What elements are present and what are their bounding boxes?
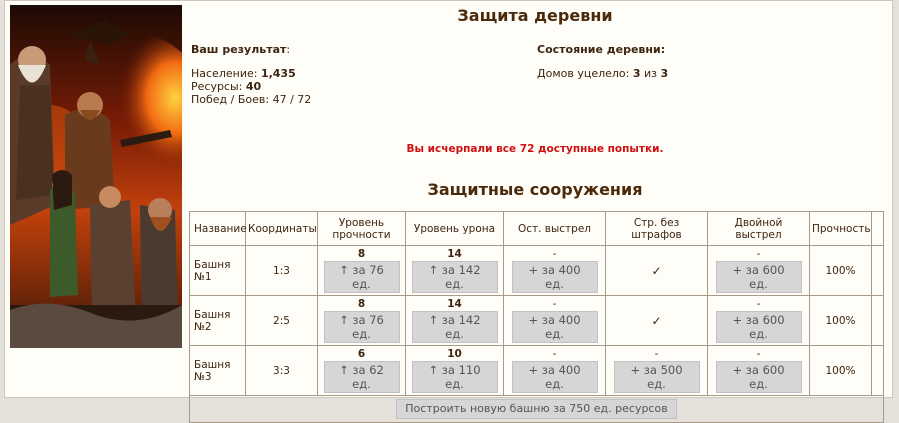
- stop-shot-value: -: [552, 248, 557, 260]
- damage-level: 10: [447, 348, 462, 360]
- double-shot-cell: [708, 346, 810, 396]
- attempts-warning: Вы исчерпали все 72 доступные попытки.: [406, 143, 664, 155]
- table-header-row: [190, 212, 884, 246]
- buy-stop-shot-button[interactable]: + за 400 ед.: [512, 311, 598, 343]
- houses-value: 3: [632, 67, 641, 80]
- double-shot-cell: [708, 296, 810, 346]
- tower-name: Башня №2: [190, 296, 246, 346]
- damage-cell: [406, 246, 504, 296]
- result-stats: [191, 67, 311, 106]
- build-row: [190, 396, 884, 423]
- no-penalty-cell: [606, 246, 708, 296]
- no-penalty-value: -: [654, 348, 659, 360]
- stop-shot-cell: [504, 296, 606, 346]
- header-durability: [318, 212, 406, 246]
- upgrade-durability-button[interactable]: ↑ за 76 ед.: [324, 261, 400, 293]
- tower-hp: 100%: [810, 246, 872, 296]
- durability-level: 6: [357, 348, 366, 360]
- houses-total: 3: [660, 67, 669, 80]
- tower-coords: 2:5: [246, 296, 318, 346]
- double-shot-value: -: [756, 248, 761, 260]
- tower-name: Башня №1: [190, 246, 246, 296]
- double-shot-value: -: [756, 298, 761, 310]
- damage-cell: [406, 296, 504, 346]
- upgrade-damage-button[interactable]: ↑ за 142 ед.: [412, 311, 498, 343]
- build-cell: [190, 396, 884, 423]
- table-row: [190, 296, 884, 346]
- stop-shot-cell: [504, 246, 606, 296]
- illustration-graphic: [10, 5, 182, 348]
- header-spacer: [872, 212, 884, 246]
- double-shot-value: -: [756, 348, 761, 360]
- tower-hp: 100%: [810, 296, 872, 346]
- village-state-section: [537, 43, 665, 56]
- header-stop-shot: Ост. выстрел: [504, 212, 606, 246]
- damage-cell: [406, 346, 504, 396]
- resources-value: 40: [245, 80, 262, 93]
- durability-level: 8: [357, 298, 366, 310]
- houses-of: из: [640, 67, 661, 80]
- buy-stop-shot-button[interactable]: + за 400 ед.: [512, 361, 598, 393]
- table-row: [190, 246, 884, 296]
- page-title: Защита деревни: [457, 6, 613, 25]
- houses-label: Домов уцелело:: [537, 67, 633, 80]
- header-name: Название: [190, 212, 246, 246]
- result-section: [191, 43, 290, 56]
- no-penalty-cell: [606, 296, 708, 346]
- header-durability-line1: Уровень: [338, 216, 385, 229]
- durability-level: 8: [357, 248, 366, 260]
- upgrade-damage-button[interactable]: ↑ за 142 ед.: [412, 261, 498, 293]
- header-coords: Координаты: [246, 212, 318, 246]
- population-label: Население:: [191, 67, 261, 80]
- damage-level: 14: [447, 298, 462, 310]
- tower-name: Башня №3: [190, 346, 246, 396]
- tower-coords: 1:3: [246, 246, 318, 296]
- wins-label: Побед / Боев:: [191, 93, 273, 106]
- village-state-label: Состояние деревни:: [537, 43, 666, 56]
- double-shot-cell: [708, 246, 810, 296]
- stop-shot-cell: [504, 346, 606, 396]
- checkmark-icon: ✓: [651, 263, 662, 278]
- result-colon: :: [286, 43, 291, 56]
- durability-cell: [318, 246, 406, 296]
- wins-value: 47 / 72: [272, 93, 312, 106]
- durability-cell: [318, 296, 406, 346]
- buy-stop-shot-button[interactable]: + за 400 ед.: [512, 261, 598, 293]
- table-row: [190, 346, 884, 396]
- header-no-penalty: Стр. без штрафов: [606, 212, 708, 246]
- buy-double-shot-button[interactable]: + за 600 ед.: [716, 261, 802, 293]
- header-damage: Уровень урона: [406, 212, 504, 246]
- upgrade-durability-button[interactable]: ↑ за 76 ед.: [324, 311, 400, 343]
- tower-hp: 100%: [810, 346, 872, 396]
- defenses-title: Защитные сооружения: [427, 180, 643, 199]
- row-spacer: [872, 296, 884, 346]
- stop-shot-value: -: [552, 298, 557, 310]
- defenses-table: [189, 211, 884, 423]
- row-spacer: [872, 346, 884, 396]
- tower-coords: 3:3: [246, 346, 318, 396]
- build-tower-button[interactable]: Построить новую башню за 750 ед. ресурсов: [396, 399, 676, 419]
- header-durability-line2: прочности: [332, 228, 391, 241]
- buy-double-shot-button[interactable]: + за 600 ед.: [716, 311, 802, 343]
- durability-cell: [318, 346, 406, 396]
- houses-stat: [537, 67, 668, 80]
- row-spacer: [872, 246, 884, 296]
- buy-no-penalty-button[interactable]: + за 500 ед.: [614, 361, 700, 393]
- header-double-shot: Двойной выстрел: [708, 212, 810, 246]
- no-penalty-cell: [606, 346, 708, 396]
- header-hp: Прочность: [810, 212, 872, 246]
- resources-label: Ресурсы:: [191, 80, 246, 93]
- upgrade-durability-button[interactable]: ↑ за 62 ед.: [324, 361, 400, 393]
- result-label: Ваш результат: [191, 43, 287, 56]
- checkmark-icon: ✓: [651, 313, 662, 328]
- upgrade-damage-button[interactable]: ↑ за 110 ед.: [412, 361, 498, 393]
- damage-level: 14: [447, 248, 462, 260]
- dwarf-warriors-illustration: [10, 5, 182, 348]
- population-value: 1,435: [260, 67, 296, 80]
- stop-shot-value: -: [552, 348, 557, 360]
- buy-double-shot-button[interactable]: + за 600 ед.: [716, 361, 802, 393]
